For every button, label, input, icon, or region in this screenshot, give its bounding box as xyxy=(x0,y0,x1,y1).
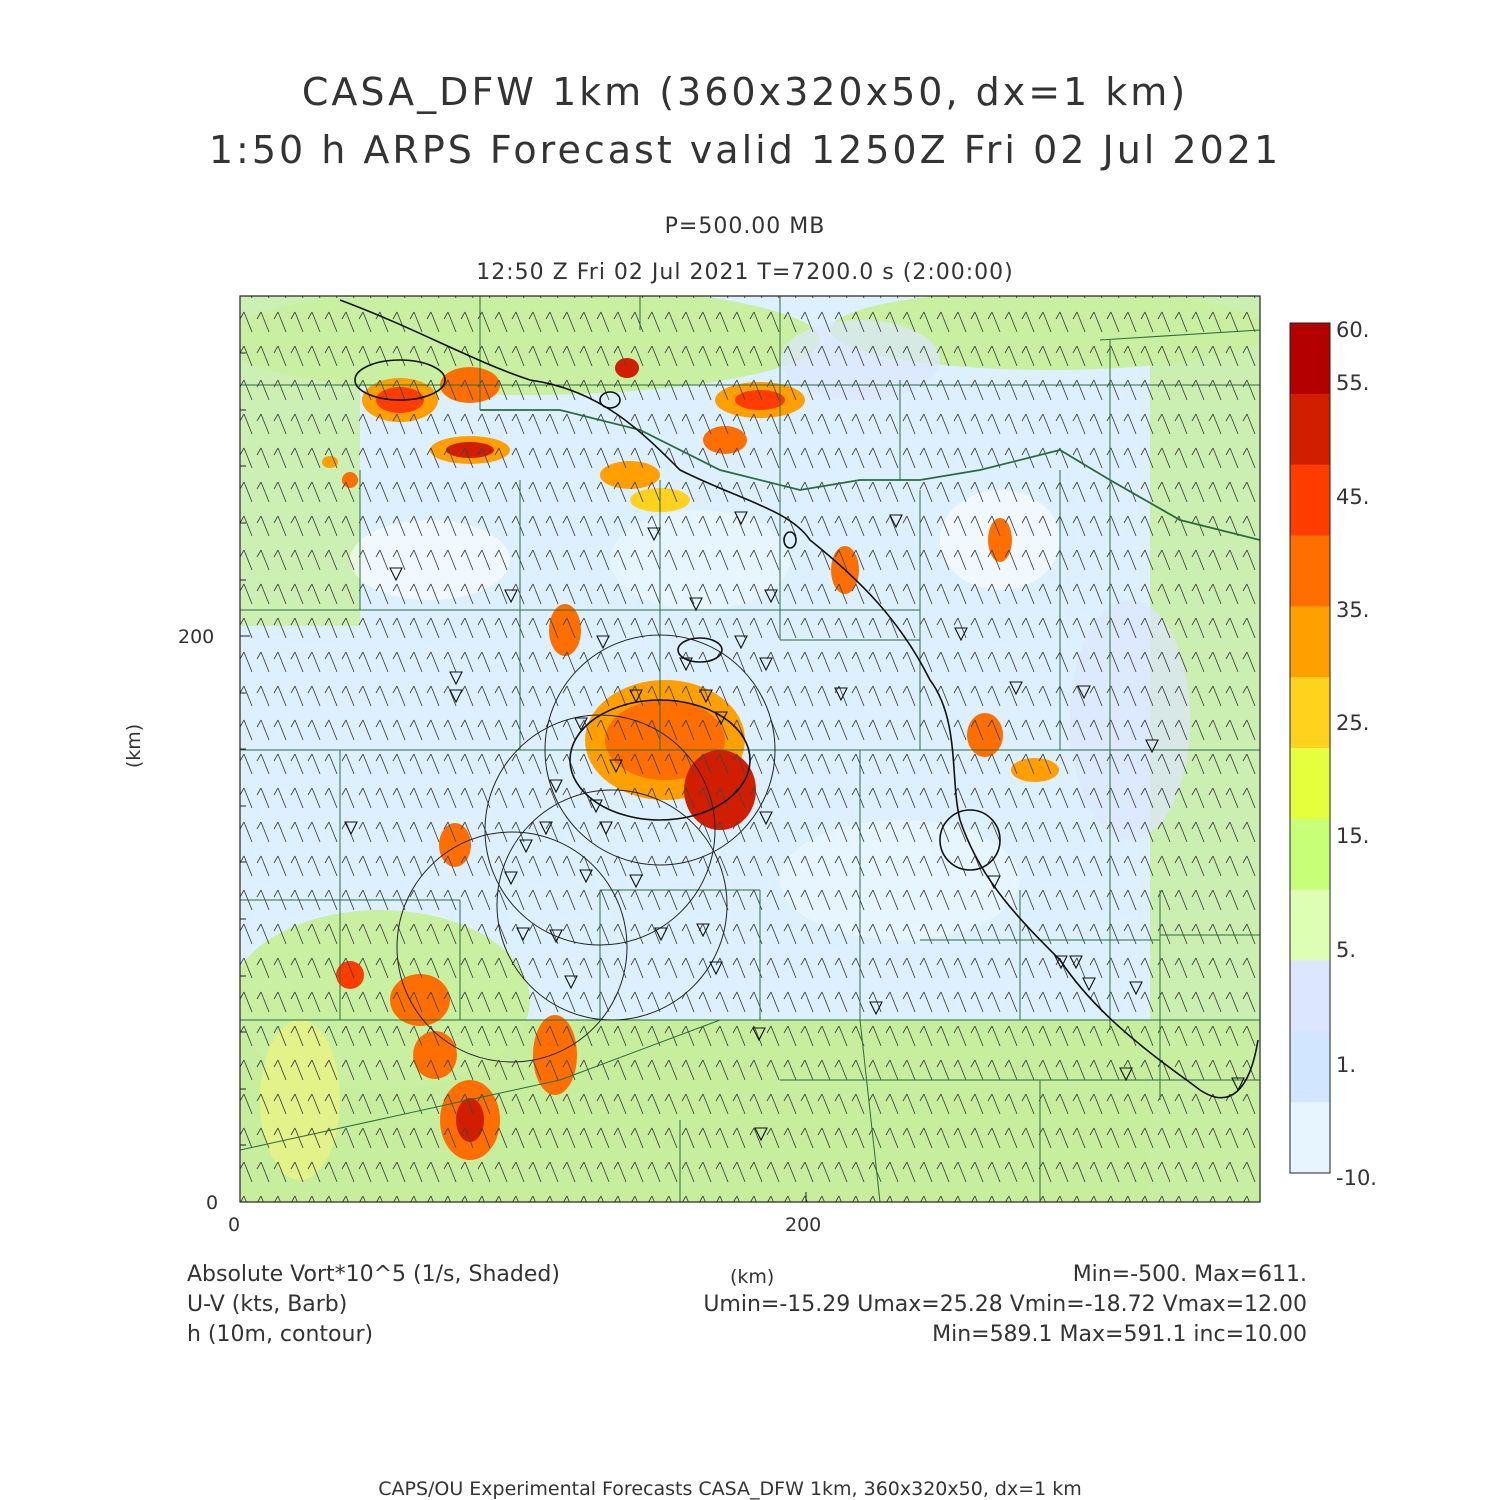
x-tick-0: 0 xyxy=(228,1214,241,1236)
colorbar-label: -10. xyxy=(1336,1166,1377,1190)
colorbar-label: 55. xyxy=(1336,371,1370,395)
field3-range: Min=589.1 Max=591.1 inc=10.00 xyxy=(932,1322,1307,1347)
x-axis-label: (km) xyxy=(730,1266,775,1288)
wind-barbs xyxy=(240,296,1260,1202)
shaded-field xyxy=(220,285,1270,1202)
colorbar-label: 35. xyxy=(1336,598,1370,622)
colorbar-swatch xyxy=(1290,677,1330,748)
footer-credit: CAPS/OU Experimental Forecasts CASA_DFW 1km, 360x320x50, dx=1 km xyxy=(378,1478,1082,1500)
colorbar xyxy=(1290,323,1330,1174)
colorbar-label: 15. xyxy=(1336,824,1370,848)
field3-name: h (10m, contour) xyxy=(187,1322,374,1347)
field1-name: Absolute Vort*10^5 (1/s, Shaded) xyxy=(187,1262,560,1287)
field2-name: U-V (kts, Barb) xyxy=(187,1292,348,1317)
y-axis-label: (km) xyxy=(123,723,146,769)
y-tick-200: 200 xyxy=(178,626,215,648)
field1-range: Min=-500. Max=611. xyxy=(1072,1262,1307,1287)
x-tick-200: 200 xyxy=(785,1214,822,1236)
colorbar-label: 60. xyxy=(1336,318,1370,342)
colorbar-label: 45. xyxy=(1336,485,1370,509)
colorbar-swatch xyxy=(1290,323,1330,394)
title-line-1: CASA_DFW 1km (360x320x50, dx=1 km) xyxy=(301,70,1189,114)
y-tick-0: 0 xyxy=(206,1192,219,1214)
field2-range: Umin=-15.29 Umax=25.28 Vmin=-18.72 Vmax=12.00 xyxy=(703,1292,1307,1317)
colorbar-swatch xyxy=(1290,748,1330,819)
colorbar-swatch xyxy=(1290,606,1330,677)
colorbar-swatch xyxy=(1290,536,1330,607)
title-line-2: 1:50 h ARPS Forecast valid 1250Z Fri 02 Jul 2021 xyxy=(208,128,1282,172)
colorbar-swatch xyxy=(1290,394,1330,465)
valid-time-line: 12:50 Z Fri 02 Jul 2021 T=7200.0 s (2:00:00) xyxy=(476,260,1014,285)
colorbar-swatch xyxy=(1290,819,1330,890)
colorbar-swatch xyxy=(1290,1031,1330,1102)
colorbar-swatch xyxy=(1290,465,1330,536)
colorbar-swatch xyxy=(1290,1102,1330,1173)
pressure-level: P=500.00 MB xyxy=(664,214,826,239)
colorbar-swatch xyxy=(1290,890,1330,961)
colorbar-label: 1. xyxy=(1336,1053,1357,1077)
colorbar-swatch xyxy=(1290,961,1330,1032)
colorbar-label: 25. xyxy=(1336,711,1370,735)
colorbar-label: 5. xyxy=(1336,938,1357,962)
